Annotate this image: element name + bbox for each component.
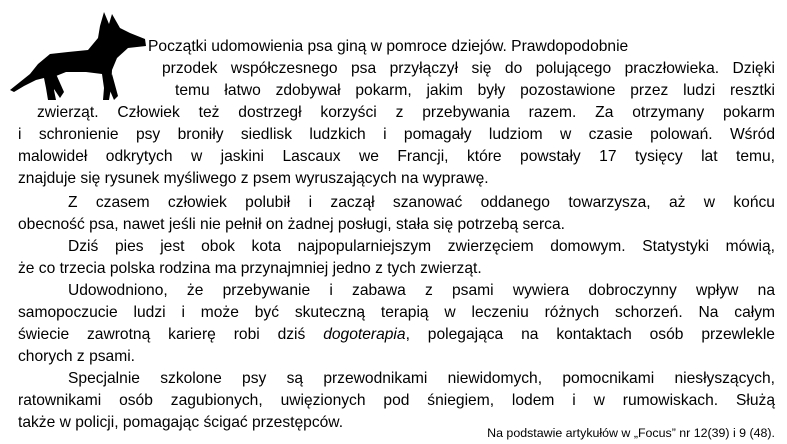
text-line: malowideł odkrytych w jaskini Lascaux we Francji, które powstały 17 tysięcy lat temu,	[18, 148, 775, 165]
italic-term: dogoterapia	[323, 326, 406, 343]
text-line: Specjalnie szkolone psy są przewodnikami niewidomych, pomocnikami niesłyszących,	[68, 370, 775, 387]
text-line: Dziś pies jest obok kota najpopularniejszym zwierzęciem domowym. Statystyki mówią,	[68, 238, 775, 255]
text-line: Początki udomowienia psa giną w pomroce dziejów. Prawdopodobnie	[148, 38, 629, 55]
text-line-with-italic	[18, 324, 775, 346]
text-line: ratownikami osób zagubionych, uwięzionych pod śniegiem, lodem i w rumowiskach. Służą	[18, 392, 775, 409]
text-line: przodek współczesnego psa przyłączył się do polującego praczłowieka. Dzięki	[162, 60, 775, 77]
text-line: znajduje się rysunek myśliwego z psem wyruszających na wyprawę.	[18, 170, 489, 187]
text-line: Udowodniono, że przebywanie i zabawa z psami wywiera dobroczynny wpływ na	[68, 282, 775, 299]
text-line: chorych z psami.	[18, 348, 135, 365]
text-line: i schronienie psy broniły siedlisk ludzkich i pomagały ludziom w czasie polowań. Wśród	[18, 126, 775, 143]
text-segment: , polegająca na kontaktach osób przewlekle	[405, 326, 775, 343]
text-line: obecność psa, nawet jeśli nie pełnił on żadnej posługi, stała się potrzebą serca.	[18, 216, 565, 233]
dog-silhouette-icon	[8, 8, 158, 106]
text-line: także w policji, pomagając ścigać przestępców.	[18, 414, 344, 431]
source-citation: Na podstawie artykułów w „Focus” nr 12(39) i 9 (48).	[487, 426, 775, 440]
text-line: Z czasem człowiek polubił i zaczął szanować oddanego towarzysza, aż w końcu	[68, 194, 775, 211]
text-line: temu łatwo zdobywał pokarm, jakim były pozostawione przez ludzi resztki	[175, 82, 775, 99]
text-line: zwierząt. Człowiek też dostrzegł korzyści z przebywania razem. Za otrzymany pokarm	[37, 104, 775, 121]
text-segment: świecie zawrotną karierę robi dziś	[18, 326, 324, 343]
text-line: że co trzecia polska rodzina ma przynajmniej jedno z tych zwierząt.	[18, 260, 482, 277]
text-line: samopoczucie ludzi i może być skuteczną terapią w leczeniu różnych schorzeń. Na całym	[18, 304, 775, 321]
